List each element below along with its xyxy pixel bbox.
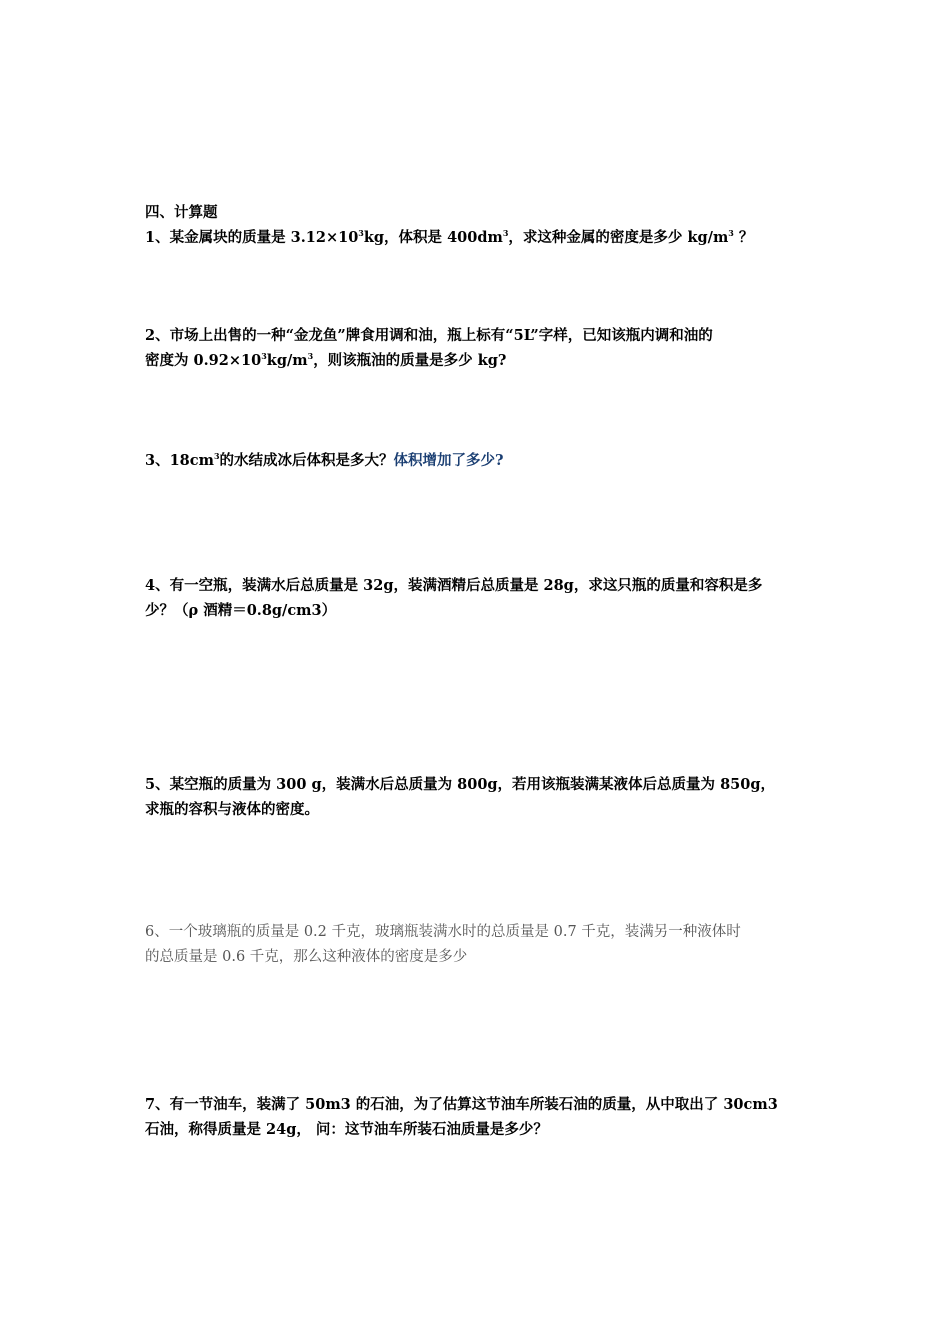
q2-sup-2: 3 [307, 351, 314, 361]
question-2-line-1: 2、市场上出售的一种“金龙鱼”牌食用调和油，瓶上标有“5L”字样，已知该瓶内调和油的 [145, 327, 713, 344]
question-5-line-1: 5、某空瓶的质量为 300 g，装满水后总质量为 800g，若用该瓶装满某液体后总质量为 850g， [145, 776, 775, 793]
question-1 [145, 225, 825, 250]
q2-text-a: 密度为 0.92×10 [145, 352, 262, 369]
q3-text-b: 的水结成冰后体积是多大？ [219, 452, 394, 469]
q1-text-c: ，求这种金属的密度是多少 kg/m [508, 229, 729, 246]
question-4-line-1: 4、有一空瓶，装满水后总质量是 32g，装满酒精后总质量是 28g，求这只瓶的质量和容积是多 [145, 577, 763, 594]
q3-sup-1: 3 [213, 451, 220, 461]
question-6-line-1: 6、一个玻璃瓶的质量是 0.2 千克，玻璃瓶装满水时的总质量是 0.7 千克，装满另一种液体时 [145, 924, 741, 940]
question-4-line-2: 少？（ρ 酒精＝0.8g/cm3） [145, 602, 337, 619]
q3-text-a: 3、18cm [145, 452, 214, 469]
q2-sup-1: 3 [261, 351, 267, 361]
section-title: 四、计算题 [145, 204, 218, 221]
q1-text-d: ？ [733, 229, 754, 246]
question-6-line-2: 的总质量是 0.6 千克，那么这种液体的密度是多少 [145, 949, 468, 965]
q2-text-c: ，则该瓶油的质量是多少 kg? [313, 352, 507, 369]
question-3 [145, 448, 825, 473]
q1-text-a: 1、某金属块的质量是 3.12×10 [145, 229, 359, 246]
q1-sup-1: 3 [358, 228, 364, 238]
q1-sup-2: 3 [502, 228, 509, 238]
question-5-line-2: 求瓶的容积与液体的密度。 [145, 801, 319, 818]
q1-text-b: kg，体积是 400dm [363, 229, 503, 246]
question-2-line-2 [145, 348, 825, 373]
q3-text-c: 体积增加了多少? [393, 452, 504, 469]
q1-sup-3: 3 [728, 228, 734, 238]
question-7-line-1: 7、有一节油车，装满了 50m3 的石油，为了估算这节油车所装石油的质量，从中取出了 30cm3 [145, 1096, 778, 1113]
question-7-line-2: 石油，称得质量是 24g， 问：这节油车所装石油质量是多少？ [145, 1121, 548, 1138]
q2-text-b: kg/m [266, 352, 308, 369]
